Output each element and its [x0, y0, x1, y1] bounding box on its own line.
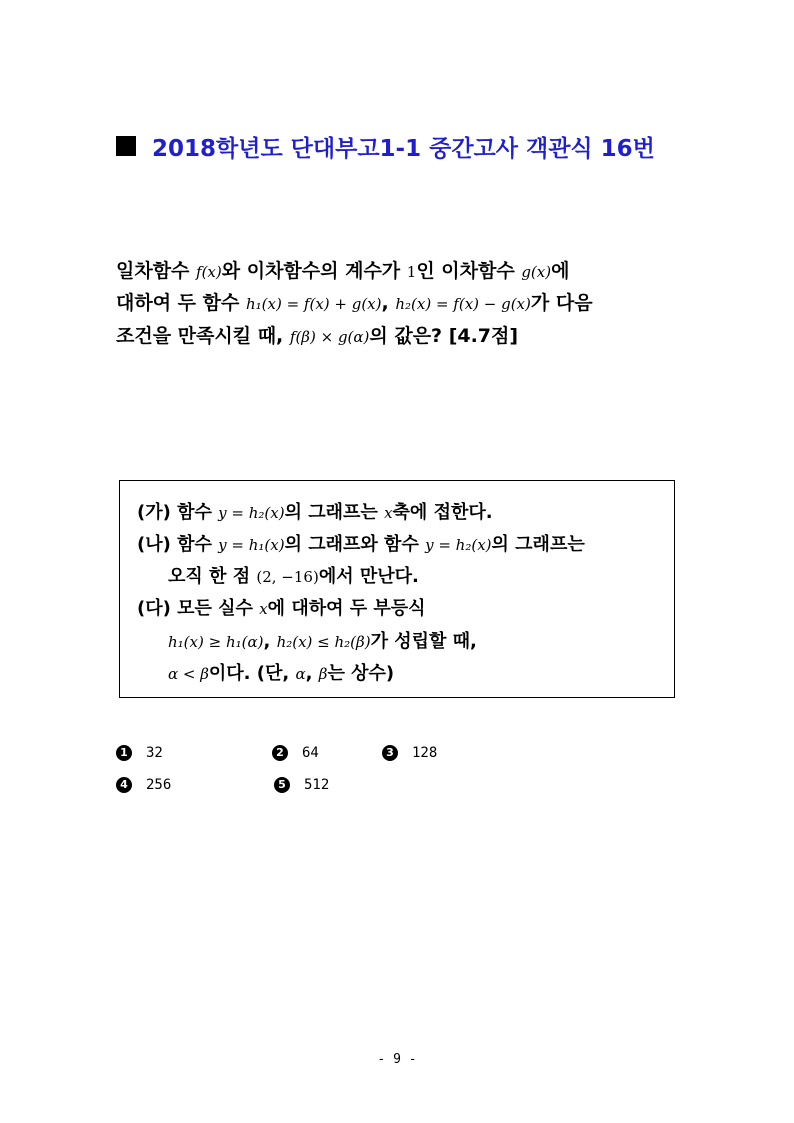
question-text: 와 이차함수의 계수가	[221, 260, 407, 282]
condition-da-end	[168, 659, 394, 685]
math-y-h1: y = h₁(x)	[218, 536, 285, 554]
circled-number-icon: 1	[116, 745, 132, 761]
question-text: ,	[381, 292, 396, 314]
circled-number-icon: 5	[274, 777, 290, 793]
math-inequality-1: h₁(x) ≥ h₁(α)	[168, 633, 264, 651]
question-text: 의 값은? [4.7점]	[369, 325, 519, 347]
condition-text: (나) 함수	[137, 534, 219, 555]
math-x: x	[384, 504, 393, 522]
condition-text: (다) 모든 실수	[137, 598, 260, 619]
choice-value: 512	[304, 777, 330, 793]
question-line-2	[116, 288, 593, 315]
math-one: 1	[406, 263, 417, 281]
condition-ga	[137, 498, 493, 524]
circled-number-icon: 3	[382, 745, 398, 761]
circled-number-icon: 4	[116, 777, 132, 793]
choice-value: 32	[146, 745, 163, 761]
condition-text: 가 성립할 때,	[370, 631, 477, 652]
choice-value: 64	[302, 745, 319, 761]
question-text: 대하여 두 함수	[116, 292, 246, 314]
choice-value: 128	[412, 745, 438, 761]
question-text: 조건을 만족시킬 때,	[116, 325, 290, 347]
math-g-x: g(x)	[521, 263, 552, 281]
math-product: f(β) × g(α)	[289, 328, 370, 346]
condition-text: 의 그래프는	[491, 534, 585, 555]
condition-text: 오직 한 점	[168, 566, 257, 587]
math-f-x: f(x)	[196, 263, 222, 281]
condition-da	[137, 594, 426, 620]
condition-text: 의 그래프와 함수	[284, 534, 426, 555]
math-alpha-lt-beta: α < β	[168, 665, 209, 683]
circled-number-icon: 2	[272, 745, 288, 761]
math-point: (2, −16)	[256, 568, 319, 586]
choice-5[interactable]	[274, 777, 329, 793]
choice-4[interactable]	[116, 777, 171, 793]
question-text: 인 이차함수	[416, 260, 522, 282]
condition-text: 축에 접한다.	[392, 502, 493, 523]
condition-text: 의 그래프는	[284, 502, 385, 523]
math-y-h2: y = h₂(x)	[425, 536, 492, 554]
question-text: 가 다음	[530, 292, 593, 314]
question-text: 에	[551, 260, 570, 282]
problem-title	[116, 128, 655, 164]
choice-2[interactable]	[272, 745, 319, 761]
black-square-icon	[116, 136, 136, 156]
math-inequality-2: h₂(x) ≤ h₂(β)	[276, 633, 371, 651]
question-text: 일차함수	[116, 260, 197, 282]
math-beta: β	[318, 665, 328, 683]
choice-value: 256	[146, 777, 172, 793]
condition-text: ,	[305, 663, 319, 684]
condition-text: (가) 함수	[137, 502, 219, 523]
choice-3[interactable]	[382, 745, 437, 761]
condition-text: 에 대하여 두 부등식	[267, 598, 426, 619]
condition-da-inequalities	[168, 627, 477, 653]
condition-na-cont	[168, 562, 419, 588]
math-alpha: α	[295, 665, 306, 683]
condition-text: 에서 만난다.	[318, 566, 419, 587]
page-number: - 9 -	[377, 1052, 417, 1067]
math-h2-def: h₂(x) = f(x) − g(x)	[395, 295, 531, 313]
math-h1-def: h₁(x) = f(x) + g(x)	[245, 295, 382, 313]
condition-text: ,	[263, 631, 277, 652]
choice-1[interactable]	[116, 745, 163, 761]
question-line-1	[116, 256, 569, 283]
question-line-3	[116, 321, 518, 348]
condition-text: 는 상수)	[327, 663, 395, 684]
condition-na	[137, 530, 585, 556]
math-x: x	[259, 600, 268, 618]
condition-text: 이다. (단,	[208, 663, 296, 684]
title-text: 2018학년도 단대부고1-1 중간고사 객관식 16번	[152, 135, 655, 162]
math-y-h2: y = h₂(x)	[218, 504, 285, 522]
